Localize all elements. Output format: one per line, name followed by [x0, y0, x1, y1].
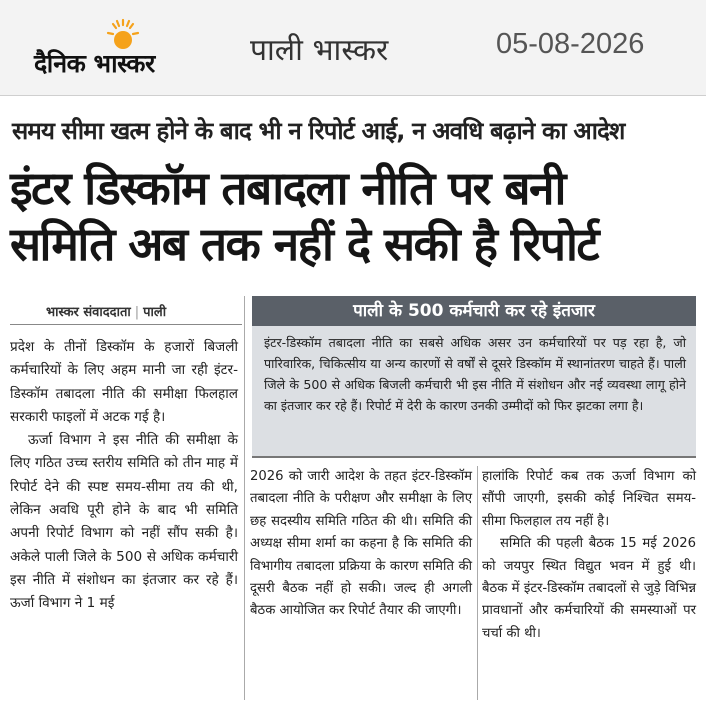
paragraph: प्रदेश के तीनों डिस्कॉम के हजारों बिजली कर्मचारियों के लिए अहम मानी जा रही इंटर-डिस्कॉम तबादला नीति की समीक्षा फिलहाल सरकारी फाइलों में अटक गई है। [10, 339, 238, 425]
sidebar-box-title: पाली के 500 कर्मचारी कर रहे इंतजार [252, 296, 696, 326]
edition-name: पाली भास्कर [250, 33, 389, 68]
paragraph: 2026 को जारी आदेश के तहत इंटर-डिस्कॉम तबादला नीति के परीक्षण और समीक्षा के लिए छह सदस्यीय समिति गठित की थी। समिति की अध्यक्ष सीमा शर्मा का कहना है कि समिति की विभागीय तबादला प्रक्रिया के कारण समिति की दूसरी बैठक नहीं हो सकी। जल्द ही अगली बैठक आयोजित कर रिपोर्ट तैयार की जाएगी। [250, 469, 472, 619]
masthead [0, 0, 706, 96]
paragraph: हालांकि रिपोर्ट कब तक ऊर्जा विभाग को सौंपी जाएगी, इसकी कोई निश्चित समय-सीमा फिलहाल तय नहीं है। [482, 469, 696, 529]
column-divider [244, 296, 245, 700]
byline-divider [10, 324, 242, 325]
headline-line-2: समिति अब तक नहीं दे सकी है रिपोर्ट [10, 217, 598, 271]
main-headline [10, 160, 700, 272]
sidebar-box-text: इंटर-डिस्कॉम तबादला नीति का सबसे अधिक असर उन कर्मचारियों पर पड़ रहा है, जो पारिवारिक, चिकित्सीय या अन्य कारणों से वर्षों से दूसरे डिस्कॉम में स्थानांतरण चाहते हैं। पाली जिले के 500 से अधिक बिजली कर्मचारी भी इस नीति में संशोधन और नई व्यवस्था लागू होने का इंतजार कर रहे हैं। रिपोर्ट में देरी के कारण उनकी उम्मीदों को फिर झटका लगा है। [264, 335, 686, 413]
logo-text: दैनिक भास्कर [34, 49, 155, 78]
byline-separator: | [134, 305, 140, 320]
body-column-2 [250, 466, 472, 623]
newspaper-logo [34, 18, 204, 80]
sidebar-box [252, 326, 696, 458]
paragraph: ऊर्जा विभाग ने इस नीति की समीक्षा के लिए गठित उच्च स्तरीय समिति को तीन माह में रिपोर्ट देने की स्पष्ट समय-सीमा तय की थी, लेकिन अवधि पूरी होने के बाद भी समिति अपनी रिपोर्ट विभाग को नहीं सौंप सकी है। अकेले पाली जिले के 500 से अधिक कर्मचारी इस नीति में संशोधन का इंतजार कर रहे हैं। ऊर्जा विभाग ने 1 मई [10, 432, 238, 612]
issue-date: 05-08-2026 [496, 28, 645, 60]
column-divider [477, 466, 478, 700]
body-column-3 [482, 466, 696, 645]
headline-line-1: इंटर डिस्कॉम तबादला नीति पर बनी [10, 161, 565, 215]
paragraph: समिति की पहली बैठक 15 मई 2026 को जयपुर स्थित विद्युत भवन में हुई थी। बैठक में इंटर-डिस्कॉम तबादलों से जुड़े विभिन्न प्रावधानों और कर्मचारियों की समस्याओं पर चर्चा की थी। [482, 536, 696, 641]
byline [46, 302, 166, 320]
byline-reporter: भास्कर संवाददाता [46, 305, 131, 320]
body-column-1 [10, 336, 238, 616]
kicker-headline: समय सीमा खत्म होने के बाद भी न रिपोर्ट आई, न अवधि बढ़ाने का आदेश [12, 117, 625, 145]
byline-place: पाली [143, 305, 167, 320]
